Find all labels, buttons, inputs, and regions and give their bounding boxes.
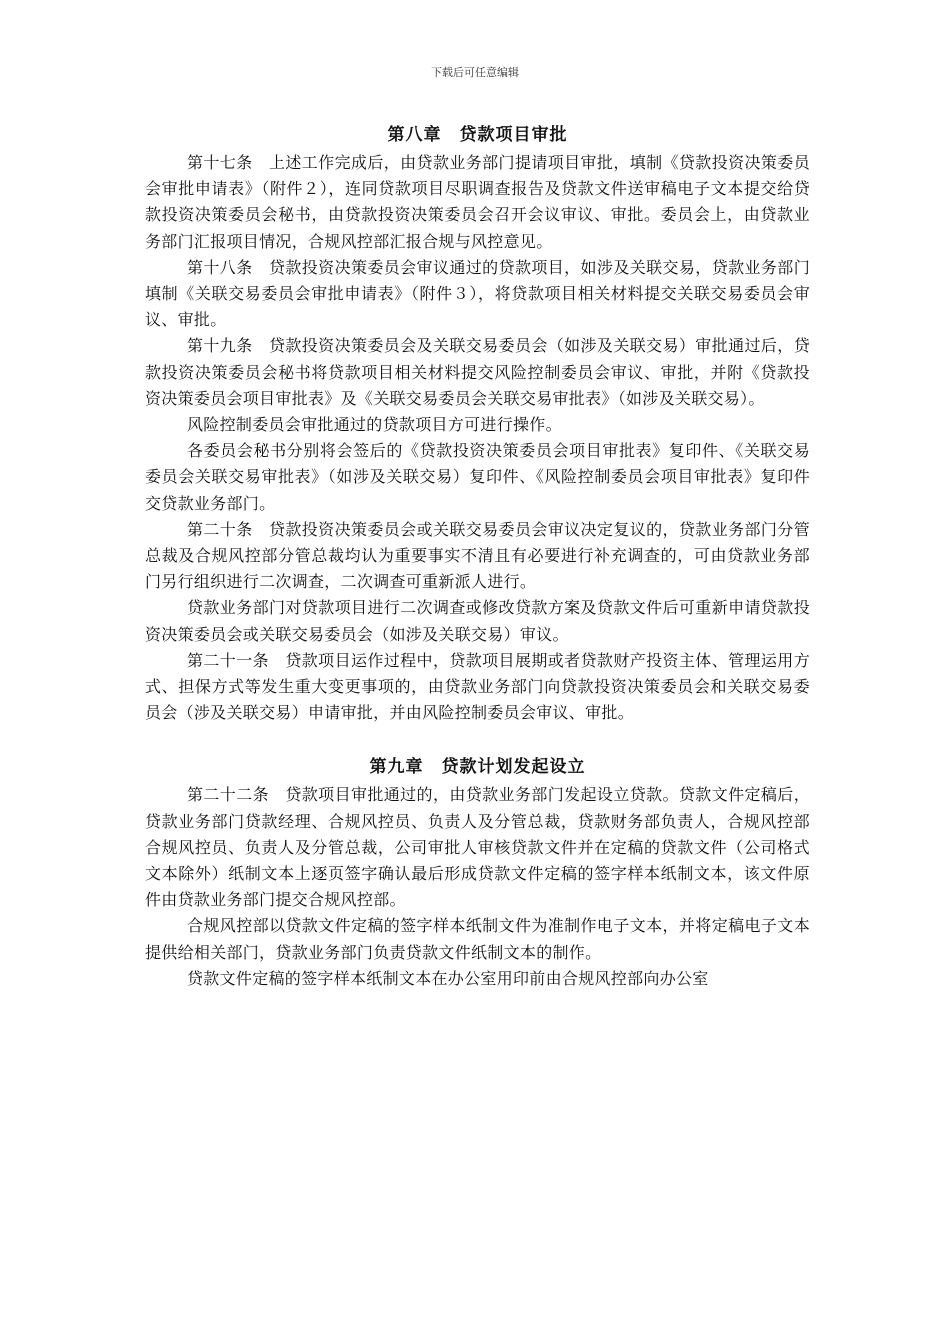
article-22-note-seal: 贷款文件定稿的签字样本纸制文本在办公室用印前由合规风控部向办公室	[187, 968, 709, 988]
article-20: 第二十条 贷款投资决策委员会或关联交易委员会审议决定复议的，贷款业务部门分管总裁及合规风控部分管总裁均认为重要事实不清且有必要进行补充调查的，可由贷款业务部门另行组织进行二次调查，二次调查可重新派人进行。	[145, 519, 810, 592]
article-19-note-copies: 各委员会秘书分别将会签后的《贷款投资决策委员会项目审批表》复印件、《关联交易委员会关联交易审批表》（如涉及关联交易）复印件、《风险控制委员会项目审批表》复印件交贷款业务部门。	[145, 441, 810, 513]
article-22-note-electronic: 合规风控部以贷款文件定稿的签字样本纸制文件为准制作电子文本，并将定稿电子文本提供给相关部门，贷款业务部门负责贷款文件纸制文本的制作。	[145, 916, 810, 962]
document-body	[145, 120, 810, 992]
article-22: 第二十二条 贷款项目审批通过的，由贷款业务部门发起设立贷款。贷款文件定稿后，贷款业务部门贷款经理、合规风控员、负责人及分管总裁，贷款财务部负责人，合规风控部合规风控员、负责人及分管总裁，公司审批人审核贷款文件并在定稿的贷款文件（公司格式文本除外）纸制文本上逐页签字确认最后形成贷款文件定稿的签字样本纸制文本，该文件原件由贷款业务部门提交合规风控部。	[145, 785, 810, 910]
article-21: 第二十一条 贷款项目运作过程中，贷款项目展期或者贷款财产投资主体、管理运用方式、担保方式等发生重大变更事项的，由贷款业务部门向贷款投资决策委员会和关联交易委员会（涉及关联交易）申请审批，并由风险控制委员会审议、审批。	[145, 650, 810, 723]
article-20-note: 贷款业务部门对贷款项目进行二次调查或修改贷款方案及贷款文件后可重新申请贷款投资决策委员会或关联交易委员会（如涉及关联交易）审议。	[145, 598, 810, 644]
article-17: 第十七条 上述工作完成后，由贷款业务部门提请项目审批，填制《贷款投资决策委员会审批申请表》（附件２），连同贷款项目尽职调查报告及贷款文件送审稿电子文本提交给贷款投资决策委员会秘书，由贷款投资决策委员会召开会议审议、审批。委员会上，由贷款业务部门汇报项目情况，合规风控部汇报合规与风控意见。	[145, 153, 810, 251]
header-note: 下载后可任意编辑	[431, 66, 519, 79]
article-19-note-approval: 风险控制委员会审批通过的贷款项目方可进行操作。	[187, 415, 562, 435]
chapter-9-title: 第九章 贷款计划发起设立	[369, 757, 586, 778]
chapter-8-title: 第八章 贷款项目审批	[387, 125, 568, 145]
article-19: 第十九条 贷款投资决策委员会及关联交易委员会（如涉及关联交易）审批通过后，贷款投资决策委员会秘书将贷款项目相关材料提交风险控制委员会审议、审批，并附《贷款投资决策委员会项目审批表》及《关联交易委员会关联交易审批表》（如涉及关联交易）。	[145, 336, 810, 408]
article-18: 第十八条 贷款投资决策委员会审议通过的贷款项目，如涉及关联交易，贷款业务部门填制《关联交易委员会审批申请表》（附件３），将贷款项目相关材料提交关联交易委员会审议、审批。	[145, 257, 810, 330]
